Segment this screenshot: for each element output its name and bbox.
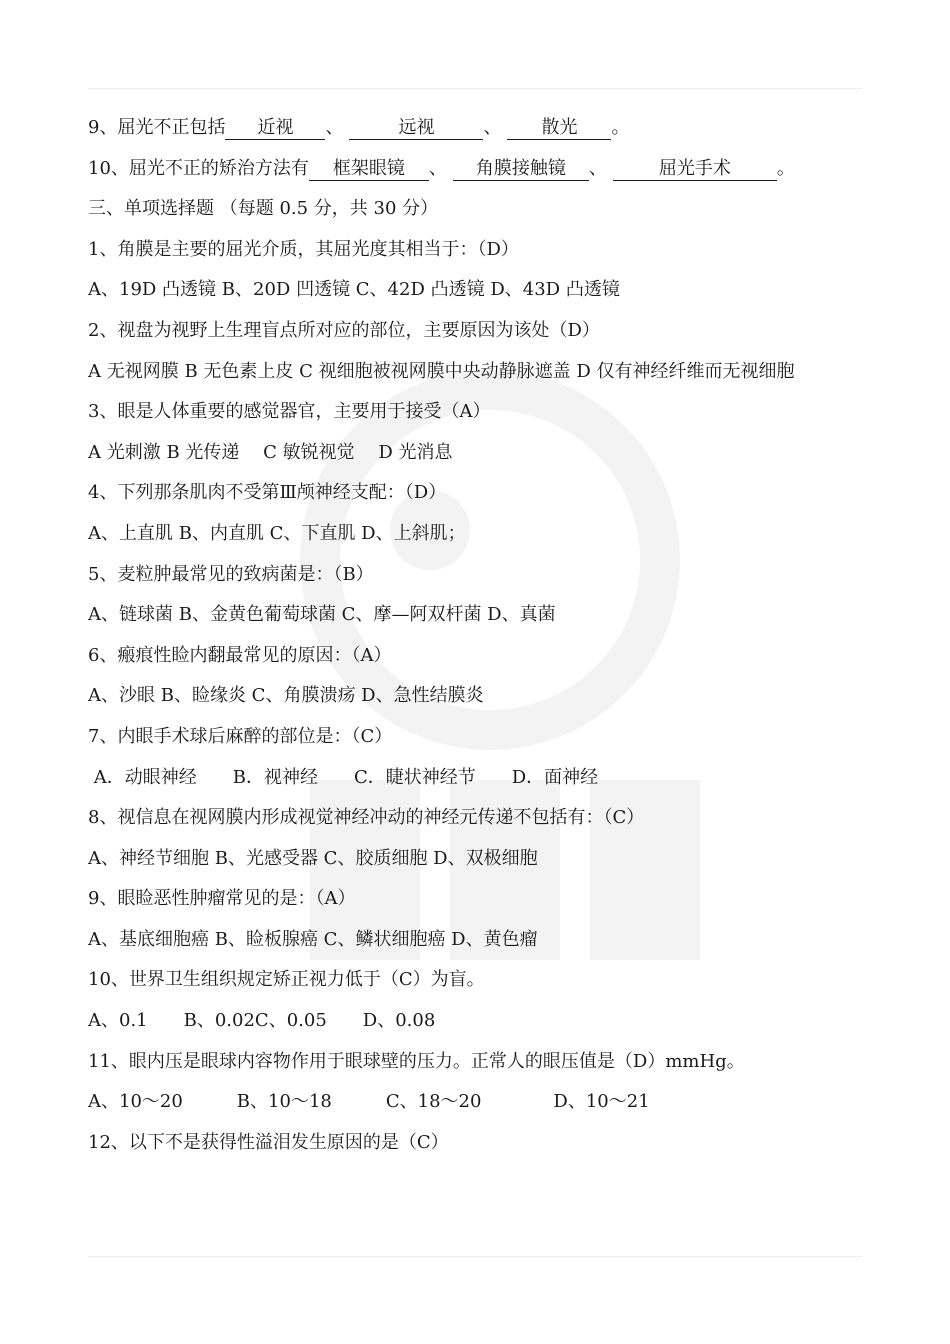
section-title: 三、单项选择题 （每题 0.5 分，共 30 分） (88, 198, 439, 220)
question-stem: 5、麦粒肿最常见的致病菌是：（B） (88, 563, 374, 585)
question-stem: 8、视信息在视网膜内形成视觉神经冲动的神经元传递不包括有：（C） (88, 807, 645, 829)
question-stem: 6、瘢痕性睑内翻最常见的原因：（A） (88, 644, 392, 666)
answer-blank: 角膜接触镜 (453, 158, 589, 181)
question-options: A、19D 凸透镜 B、20D 凹透镜 C、42D 凸透镜 D、43D 凸透镜 (88, 279, 620, 301)
question-stem: 1、角膜是主要的屈光介质，其屈光度其相当于：（D） (88, 238, 519, 260)
question-stem: 2、视盘为视野上生理盲点所对应的部位，主要原因为该处（D） (88, 319, 600, 341)
question-options: A、基底细胞癌 B、睑板腺癌 C、鳞状细胞癌 D、黄色瘤 (88, 928, 538, 950)
question-options: A、链球菌 B、金黄色葡萄球菌 C、摩—阿双杆菌 D、真菌 (88, 604, 556, 626)
exam-content (88, 108, 862, 1163)
answer-blank: 远视 (349, 117, 483, 140)
question-stem: 9、眼睑恶性肿瘤常见的是：（A） (88, 888, 356, 910)
answer-blank: 屈光手术 (613, 158, 777, 181)
question-options: A．动眼神经 B．视神经 C．睫状神经节 D．面神经 (88, 766, 599, 788)
question-options: A 光刺激 B 光传递 C 敏锐视觉 D 光消息 (88, 441, 453, 463)
footer-rule (88, 1256, 862, 1257)
question-stem: 3、眼是人体重要的感觉器官，主要用于接受（A） (88, 401, 491, 423)
fill-question-10: 10、屈光不正的矫治方法有 框架眼镜 、 角膜接触镜 、 屈光手术 。 (88, 157, 795, 179)
answer-blank: 框架眼镜 (309, 158, 429, 181)
question-stem: 7、内眼手术球后麻醉的部位是：（C） (88, 725, 393, 747)
question-stem: 12、以下不是获得性溢泪发生原因的是（C） (88, 1131, 449, 1153)
question-options: A、神经节细胞 B、光感受器 C、胶质细胞 D、双极细胞 (88, 847, 538, 869)
answer-blank: 近视 (225, 117, 325, 140)
question-stem: 11、眼内压是眼球内容物作用于眼球壁的压力。正常人的眼压值是（D）mmHg。 (88, 1050, 745, 1072)
question-options: A、沙眼 B、睑缘炎 C、角膜溃疡 D、急性结膜炎 (88, 685, 484, 707)
question-stem: 4、下列那条肌肉不受第Ⅲ颅神经支配：（D） (88, 482, 447, 504)
header-rule (88, 88, 862, 89)
question-options: A 无视网膜 B 无色素上皮 C 视细胞被视网膜中央动静脉遮盖 D 仅有神经纤维而无视细胞 (88, 360, 795, 382)
question-options: A、上直肌 B、内直肌 C、下直肌 D、上斜肌； (88, 522, 466, 544)
question-options: A、10～20 B、10～18 C、18～20 D、10～21 (88, 1091, 650, 1113)
fill-question-9: 9、屈光不正包括 近视 、 远视 、 散光 。 (88, 117, 630, 138)
question-stem: 10、世界卫生组织规定矫正视力低于（C）为盲。 (88, 969, 485, 991)
answer-blank: 散光 (507, 117, 611, 140)
question-options: A、0.1 B、0.02C、0.05 D、0.08 (88, 1010, 436, 1032)
